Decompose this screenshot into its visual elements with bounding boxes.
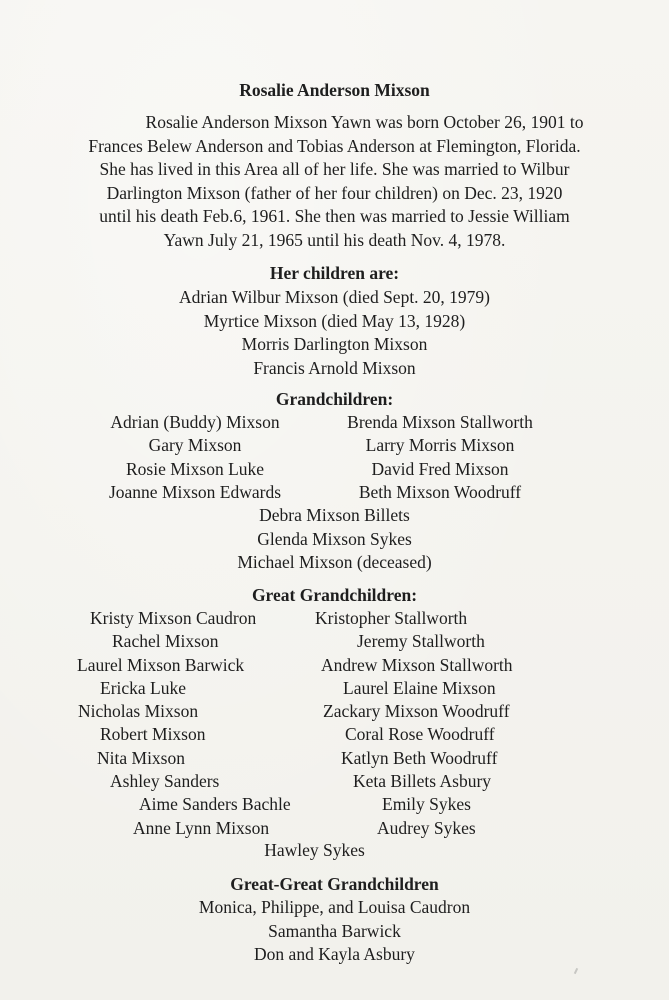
list-item: Kristy Mixson Caudron — [90, 608, 257, 628]
list-item: Rosie Mixson Luke — [125, 458, 265, 479]
list-item: Emily Sykes — [382, 794, 471, 815]
paper-speck — [574, 968, 578, 974]
list-item: Katlyn Beth Woodruff — [341, 747, 498, 768]
great-great-grandchildren-list — [0, 896, 669, 967]
grandchildren-right-column — [300, 411, 580, 504]
grandchildren-left-column — [50, 411, 340, 504]
list-item: Aime Sanders Bachle — [139, 794, 291, 815]
list-item: Ericka Luke — [100, 677, 186, 698]
document-title: Rosalie Anderson Mixson — [239, 80, 430, 100]
list-item: Zackary Mixson Woodruff — [323, 701, 510, 722]
list-item: Hawley Sykes — [264, 840, 365, 860]
list-item: Don and Kayla Asbury — [254, 944, 415, 964]
list-item: Coral Rose Woodruff — [345, 724, 495, 745]
great-grandchildren-heading: Great Grandchildren: — [251, 585, 418, 605]
list-item: Brenda Mixson Stallworth — [347, 412, 533, 432]
bio-line: until his death Feb.6, 1961. She then was married to Jessie William — [99, 206, 570, 227]
list-item: Anne Lynn Mixson — [133, 817, 270, 838]
list-item: Ashley Sanders — [110, 771, 220, 792]
children-heading: Her children are: — [269, 263, 400, 283]
list-item: Monica, Philippe, and Louisa Caudron — [198, 897, 471, 917]
list-item: Beth Mixson Woodruff — [358, 481, 522, 502]
great-grandchildren-center-list — [0, 839, 649, 863]
list-item: Nicholas Mixson — [78, 701, 199, 722]
grandchildren-heading: Grandchildren: — [275, 389, 394, 409]
list-item: Jeremy Stallworth — [357, 631, 485, 652]
bio-line: Rosalie Anderson Mixson Yawn was born October 26, 1901 to — [145, 112, 584, 132]
bio-line: She has lived in this Area all of her life. She was married to Wilbur — [99, 159, 570, 180]
list-item: Kristopher Stallworth — [315, 608, 468, 628]
list-item: David Fred Mixson — [371, 458, 509, 479]
list-item: Adrian (Buddy) Mixson — [110, 412, 280, 432]
list-item: Samantha Barwick — [268, 920, 401, 941]
list-item: Adrian Wilbur Mixson (died Sept. 20, 1979) — [178, 287, 491, 307]
list-item: Rachel Mixson — [112, 631, 219, 652]
list-item: Morris Darlington Mixson — [241, 334, 428, 354]
children-list — [0, 286, 669, 380]
list-item: Joanne Mixson Edwards — [108, 481, 282, 502]
bio-line: Frances Belew Anderson and Tobias Anderson at Flemington, Florida. — [88, 135, 581, 156]
list-item: Laurel Mixson Barwick — [77, 654, 245, 675]
great-great-grandchildren-heading: Great-Great Grandchildren — [230, 874, 439, 894]
list-item: Debra Mixson Billets — [259, 505, 410, 525]
list-item: Michael Mixson (deceased) — [237, 552, 432, 572]
list-item: Nita Mixson — [97, 747, 185, 768]
list-item: Francis Arnold Mixson — [253, 357, 416, 378]
list-item: Laurel Elaine Mixson — [343, 677, 496, 698]
biography-paragraph — [12, 111, 657, 253]
list-item: Glenda Mixson Sykes — [257, 528, 412, 549]
list-item: Audrey Sykes — [377, 817, 476, 838]
list-item: Keta Billets Asbury — [353, 771, 492, 792]
bio-line: Yawn July 21, 1965 until his death Nov. 4, 1978. — [163, 229, 506, 250]
list-item: Andrew Mixson Stallworth — [321, 654, 513, 675]
list-item: Gary Mixson — [148, 435, 242, 456]
bio-line: Darlington Mixson (father of her four children) on Dec. 23, 1920 — [106, 182, 563, 203]
great-grandchildren-right-column — [300, 607, 560, 840]
list-item: Larry Morris Mixson — [365, 435, 515, 456]
list-item: Robert Mixson — [100, 724, 206, 745]
grandchildren-center-list — [0, 504, 669, 575]
list-item: Myrtice Mixson (died May 13, 1928) — [203, 310, 466, 331]
great-grandchildren-left-column — [30, 607, 300, 840]
